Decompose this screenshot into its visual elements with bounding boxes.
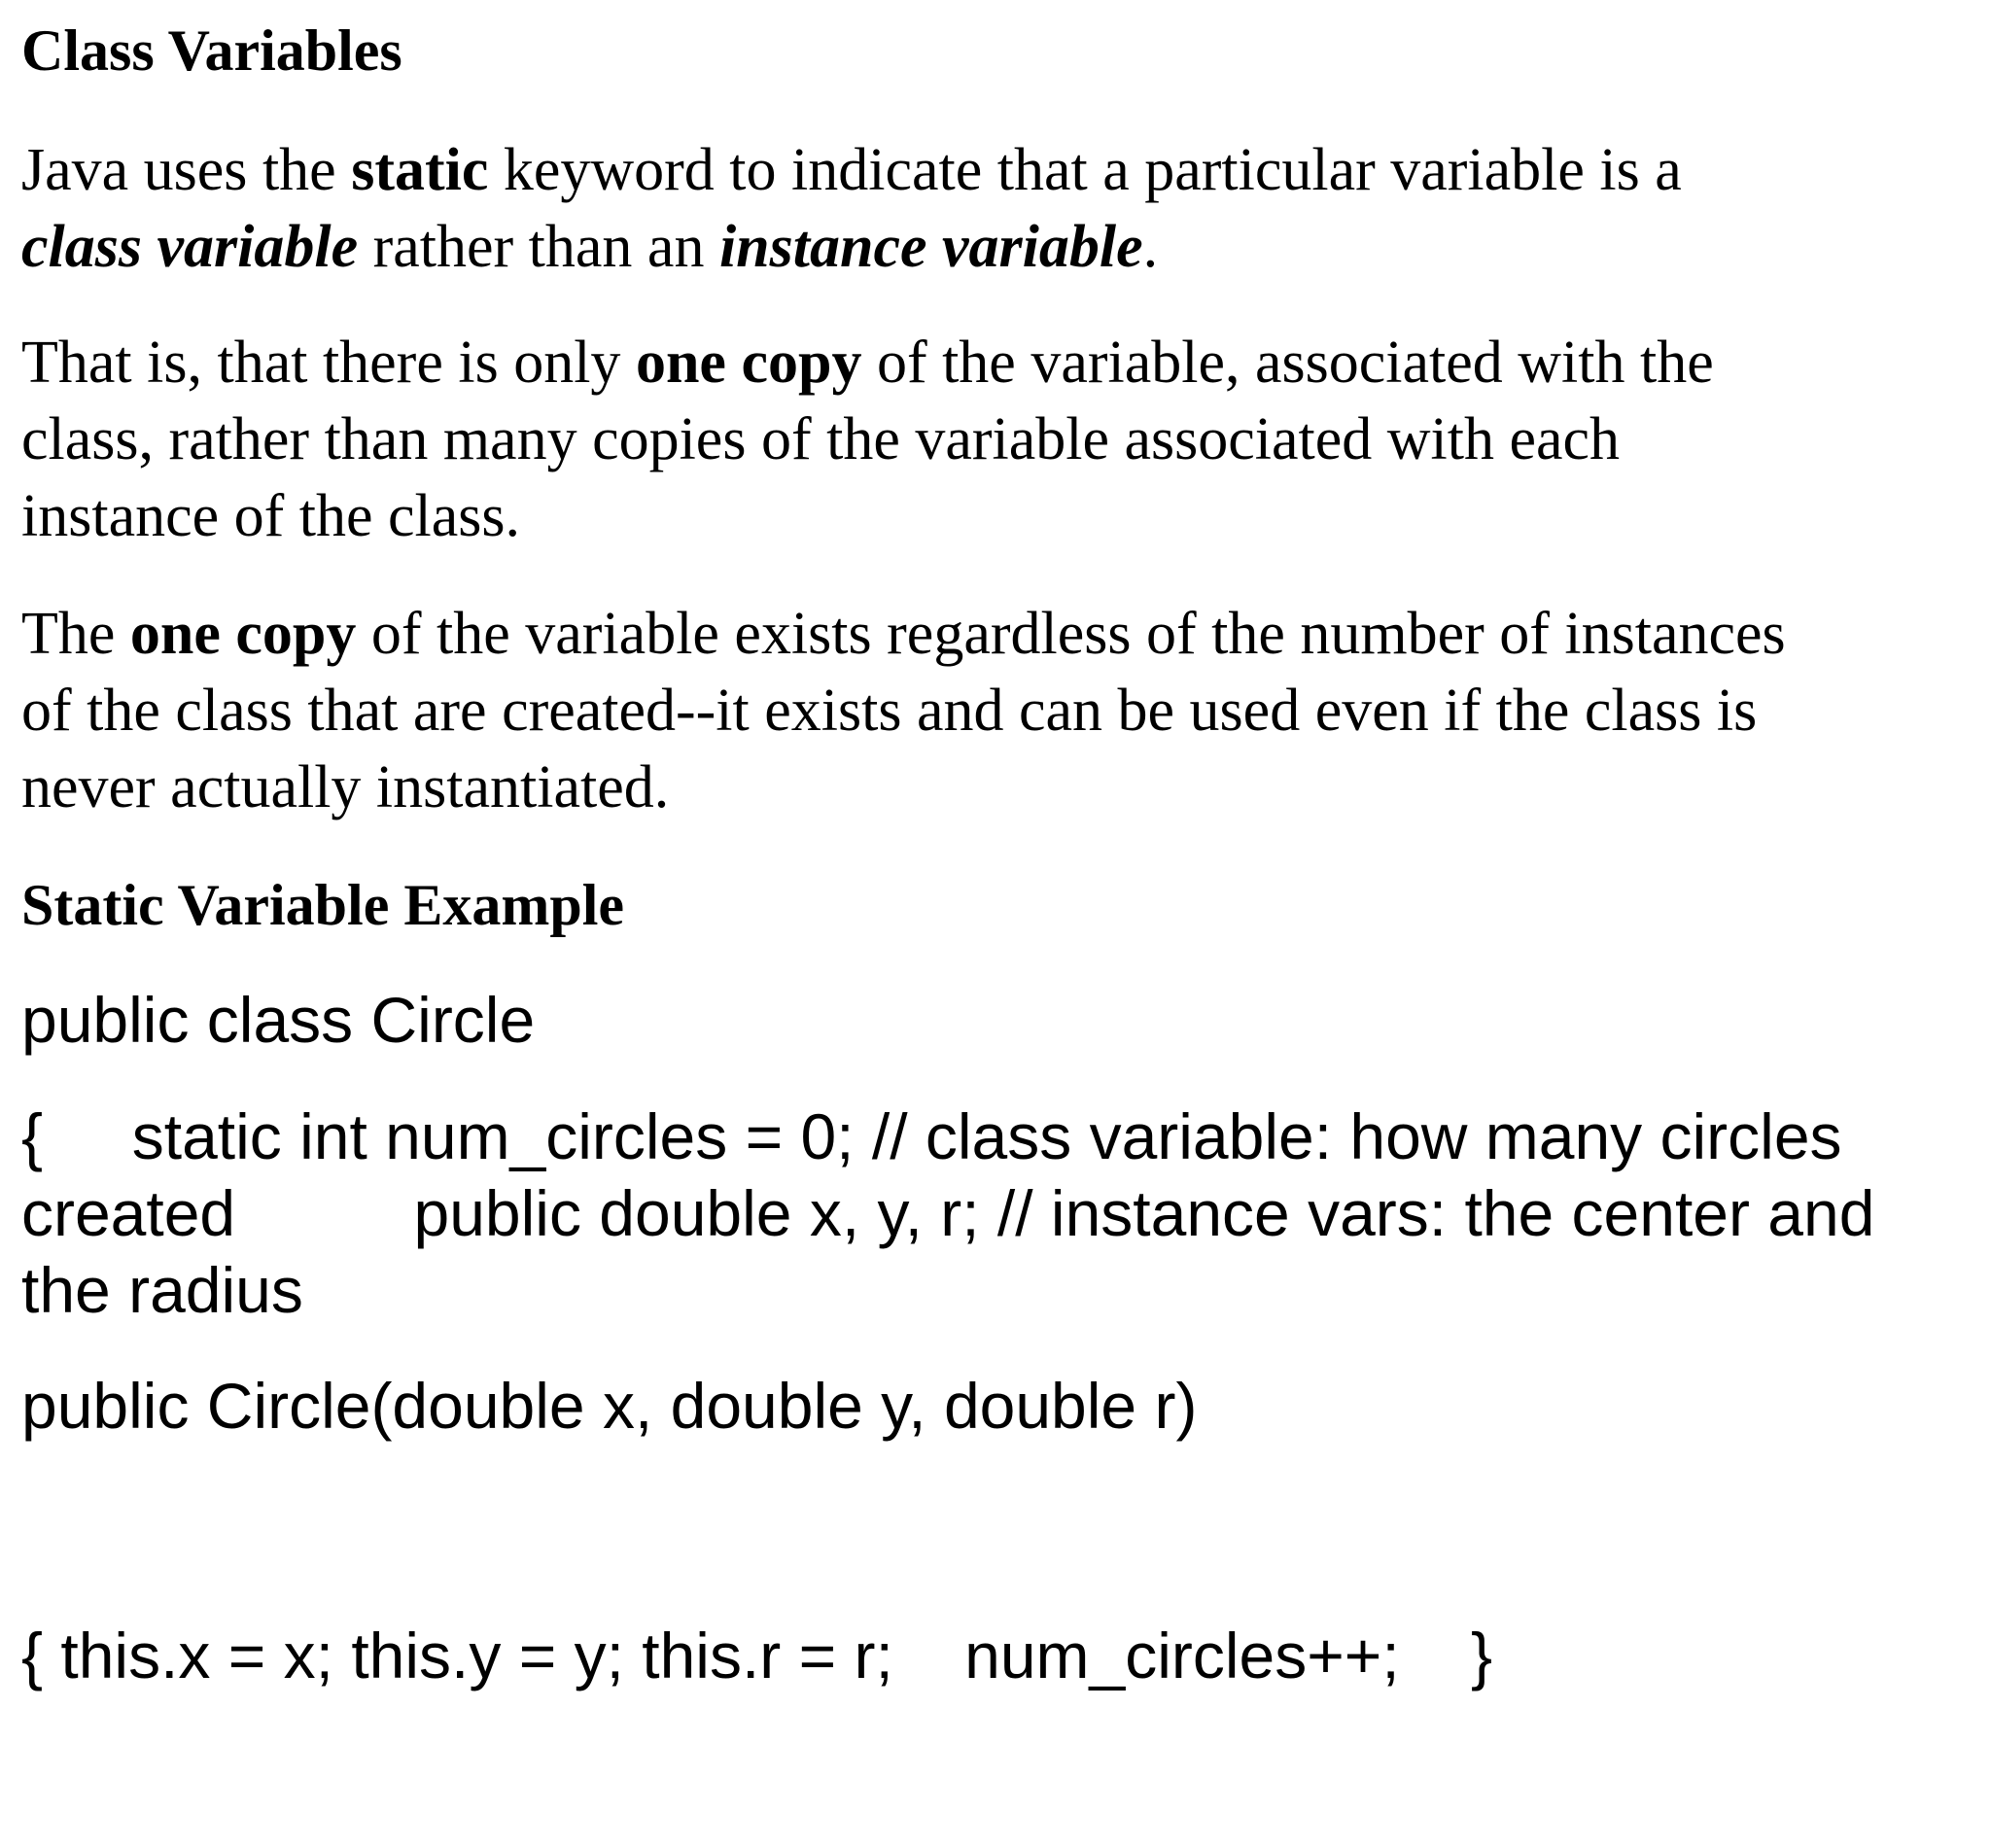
text: never actually instantiated.	[21, 754, 670, 820]
text: of the variable, associated with the	[861, 330, 1714, 396]
code-block-fields	[21, 1098, 1874, 1329]
text: of the class that are created--it exists and can be used even if the class is	[21, 678, 1758, 744]
text: class, rather than many copies of the variable associated with each	[21, 406, 1621, 472]
code-line: { static int num_circles = 0; // class variable: how many circles	[21, 1100, 1842, 1172]
heading-class-variables: Class Variables	[21, 18, 402, 83]
text: That is, that there is only	[21, 330, 636, 396]
code-line: { this.x = x; this.y = y; this.r = r; num_circles++; }	[21, 1620, 1493, 1691]
code-line-constructor-body-partial	[21, 1464, 1493, 1691]
text: The	[21, 601, 130, 667]
code-line-class-declaration: public class Circle	[21, 984, 536, 1056]
text: instance of the class.	[21, 483, 521, 549]
text: of the variable exists regardless of the number of instances	[356, 601, 1786, 667]
bold-static: static	[351, 137, 489, 203]
text: Java uses the	[21, 137, 352, 203]
text: .	[1142, 214, 1159, 280]
bold-italic-class-variable: class variable	[21, 214, 359, 280]
paragraph-static-keyword	[21, 132, 1682, 286]
bold-one-copy: one copy	[635, 330, 862, 396]
bold-italic-instance-variable: instance variable	[718, 214, 1143, 280]
bold-one-copy: one copy	[129, 601, 357, 667]
text: rather than an	[358, 214, 719, 280]
text: keyword to indicate that a particular variable is a	[488, 137, 1682, 203]
paragraph-exists-regardless	[21, 596, 1786, 826]
code-line-constructor: public Circle(double x, double y, double r)	[21, 1370, 1198, 1442]
paragraph-one-copy	[21, 325, 1714, 555]
heading-static-variable-example: Static Variable Example	[21, 873, 625, 937]
code-line: created public double x, y, r; // instance vars: the center and	[21, 1177, 1875, 1249]
code-line: the radius	[21, 1254, 303, 1326]
